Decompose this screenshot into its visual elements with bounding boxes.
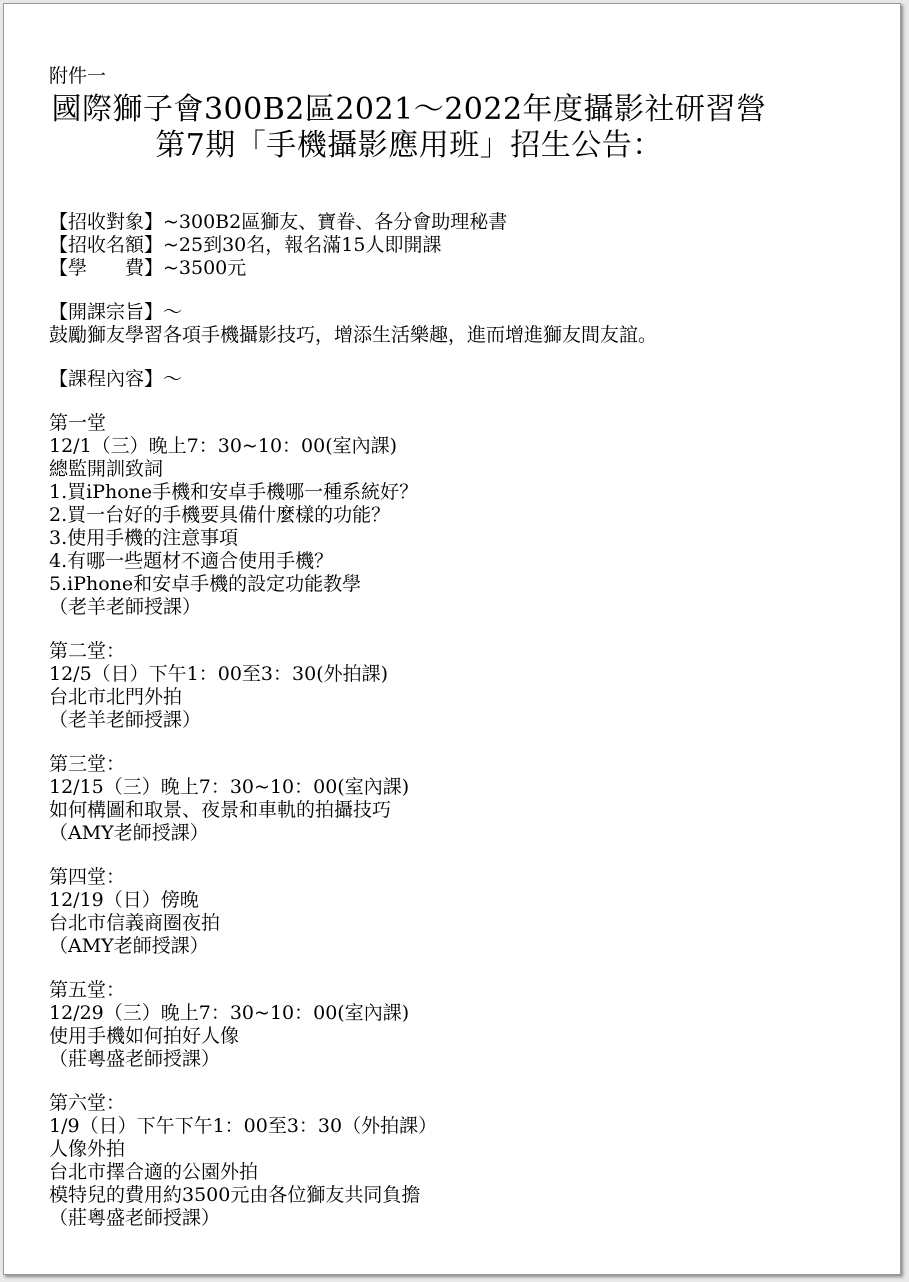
enrollment-info (49, 211, 869, 280)
session-heading: 第四堂： (49, 866, 126, 888)
purpose-heading: 【開課宗旨】～ (49, 301, 183, 323)
session-item: 5.iPhone和安卓手機的設定功能教學 (49, 573, 362, 595)
session-teacher: （AMY老師授課） (49, 935, 209, 957)
session-item: 台北市擇合適的公園外拍 (49, 1161, 259, 1183)
info-fee: 【學 費】~3500元 (49, 257, 247, 279)
title-line-2: 第7期「手機攝影應用班」招生公告： (155, 128, 663, 163)
session-3 (49, 753, 869, 845)
session-item: 總監開訓致詞 (49, 458, 164, 480)
info-quota: 【招收名額】~25到30名，報名滿15人即開課 (49, 234, 442, 256)
session-date: 12/29（三）晚上7：30~10：00(室內課) (49, 1002, 410, 1024)
session-item: 3.使用手機的注意事項 (49, 527, 239, 549)
session-item: 台北市信義商圈夜拍 (49, 912, 221, 934)
document-page (3, 3, 901, 1275)
session-date: 12/19（日）傍晚 (49, 889, 199, 911)
session-item: 2.買一台好的手機要具備什麼樣的功能？ (49, 504, 391, 526)
session-item: 模特兒的費用約3500元由各位獅友共同負擔 (49, 1184, 421, 1206)
session-1 (49, 412, 869, 619)
session-item: 如何構圖和取景、夜景和車軌的拍攝技巧 (49, 799, 392, 821)
info-target: 【招收對象】~300B2區獅友、寶眷、各分會助理秘書 (49, 211, 508, 233)
session-item: 使用手機如何拍好人像 (49, 1025, 240, 1047)
document-content (49, 62, 869, 1230)
session-date: 12/1（三）晚上7：30~10：00(室內課) (49, 435, 398, 457)
session-teacher: （老羊老師授課） (49, 596, 202, 618)
session-teacher: （AMY老師授課） (49, 822, 209, 844)
session-teacher: （莊粵盛老師授課） (49, 1048, 221, 1070)
title-line-1: 國際獅子會300B2區2021～2022年度攝影社研習營 (51, 92, 767, 127)
session-date: 12/15（三）晚上7：30~10：00(室內課) (49, 776, 410, 798)
session-heading: 第三堂： (49, 753, 126, 775)
session-6 (49, 1092, 869, 1230)
session-heading: 第五堂： (49, 979, 126, 1001)
session-date: 12/5（日）下午1：00至3：30(外拍課) (49, 663, 389, 685)
session-4 (49, 866, 869, 958)
session-5 (49, 979, 869, 1071)
session-teacher: （莊粵盛老師授課） (49, 1207, 221, 1229)
session-2 (49, 640, 869, 732)
attachment-label: 附件一 (49, 65, 107, 87)
session-teacher: （老羊老師授課） (49, 709, 202, 731)
session-item: 4.有哪一些題材不適合使用手機？ (49, 550, 334, 572)
purpose-section (49, 301, 869, 347)
purpose-text: 鼓勵獅友學習各項手機攝影技巧，增添生活樂趣，進而增進獅友間友誼。 (49, 324, 658, 346)
session-heading: 第六堂： (49, 1092, 126, 1114)
course-heading: 【課程內容】～ (49, 368, 183, 390)
session-heading: 第二堂： (49, 640, 126, 662)
session-item: 1.買iPhone手機和安卓手機哪一種系統好？ (49, 481, 419, 503)
session-date: 1/9（日）下午下午1：00至3：30（外拍課） (49, 1115, 438, 1137)
session-item: 人像外拍 (49, 1138, 126, 1160)
session-heading: 第一堂 (49, 412, 107, 434)
session-item: 台北市北門外拍 (49, 686, 183, 708)
